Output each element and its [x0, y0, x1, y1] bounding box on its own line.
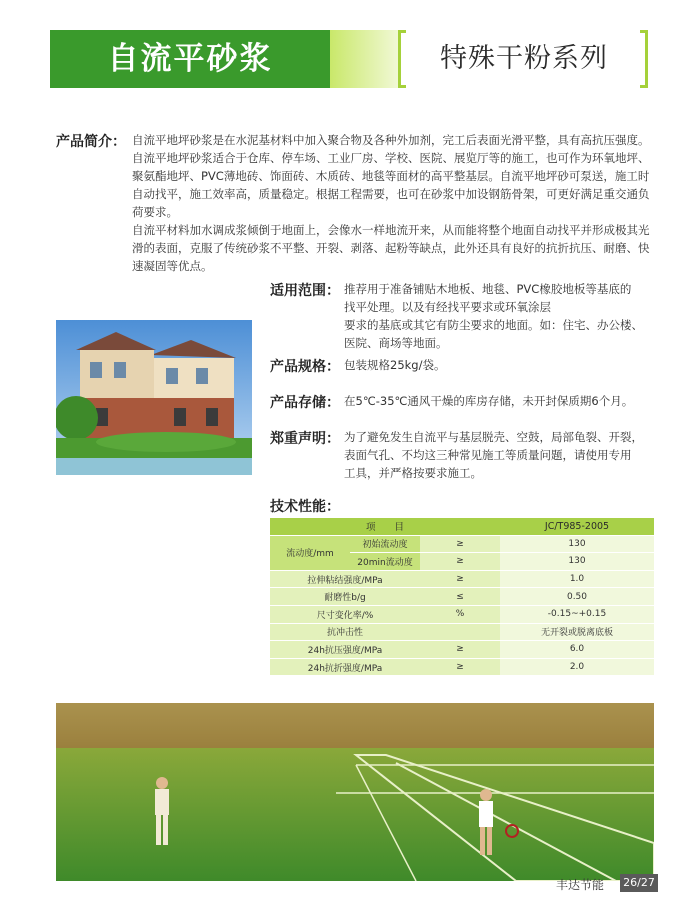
scope-line: 推荐用于准备铺贴木地板、地毯、PVC橡胶地板等基底的 [344, 282, 632, 296]
intro-text [132, 131, 652, 275]
series-subtitle: 特殊干粉系列 [440, 43, 608, 74]
row-value: 130 [500, 553, 654, 571]
row-name: 24h抗折强度/MPa [270, 658, 420, 676]
storage-label: 产品存储： [270, 395, 340, 411]
row-value: 6.0 [500, 641, 654, 659]
page-number: 26/27 [620, 874, 658, 892]
row-sym: ≥ [420, 535, 500, 553]
row-sym: ≥ [420, 553, 500, 571]
table-row [270, 605, 654, 623]
row-name: 耐磨性b/g [270, 588, 420, 606]
row-sym: ≥ [420, 658, 500, 676]
company-name: 丰达节能 [556, 878, 605, 892]
header-item: 项 目 [270, 518, 500, 535]
bracket-right [640, 30, 648, 88]
row-name: 尺寸变化率/% [270, 605, 420, 623]
intro-paragraph: 自流平材料加水调成浆倾倒于地面上，会像水一样地流开来，从而能将整个地面自动找平并形成极其光滑的表面，克服了传统砂浆不平整、开裂、剥落、起粉等缺点，此外还具有良好的抗折抗压、耐磨、快速凝固等优点。 [132, 223, 650, 273]
title-banner-fade [330, 30, 400, 88]
row-sym: ≤ [420, 588, 500, 606]
row-sym: ≥ [420, 570, 500, 588]
package-line: 包装规格25kg/袋。 [344, 358, 446, 372]
header-standard: JC/T985-2005 [500, 518, 654, 535]
table-row [270, 658, 654, 676]
page-title: 自流平砂浆 [107, 41, 273, 77]
row-sym [420, 623, 500, 641]
house-photo [56, 320, 252, 475]
storage-text [344, 392, 654, 410]
tech-label: 技术性能： [270, 499, 340, 515]
storage-line: 在5℃-35℃通风干燥的库房存储，未开封保质期6个月。 [344, 394, 634, 408]
bracket-left [398, 30, 406, 88]
notice-line: 为了避免发生自流平与基层脱壳、空鼓，局部龟裂、开裂， [344, 430, 643, 444]
scope-line: 找平处理。以及有经找平要求或环氧涂层 [344, 300, 551, 314]
intro-label: 产品简介： [56, 134, 126, 150]
row-value: 130 [500, 535, 654, 553]
notice-text [344, 428, 654, 482]
flow-group-cell: 流动度/mm [270, 535, 350, 570]
row-name: 抗冲击性 [270, 623, 420, 641]
table-row [270, 570, 654, 588]
sports-field-photo [56, 703, 654, 881]
row-value: 0.50 [500, 588, 654, 606]
scope-line: 医院、商场等地面。 [344, 336, 448, 350]
row-name: 20min流动度 [350, 553, 420, 571]
notice-line: 工具，并严格按要求施工。 [344, 466, 482, 480]
row-value: -0.15~+0.15 [500, 605, 654, 623]
scope-text [344, 280, 654, 352]
row-sym: ≥ [420, 641, 500, 659]
row-name: 拉伸粘结强度/MPa [270, 570, 420, 588]
row-sym: % [420, 605, 500, 623]
table-row [270, 641, 654, 659]
scope-line: 要求的基底或其它有防尘要求的地面。如：住宅、办公楼、 [344, 318, 643, 332]
table-row [270, 623, 654, 641]
tech-table [270, 518, 654, 676]
package-text [344, 356, 654, 374]
notice-line: 表面气孔、不均这三种常见施工等质量问题，请使用专用 [344, 448, 632, 462]
row-value: 无开裂或脱离底板 [500, 623, 654, 641]
table-row [270, 535, 654, 553]
package-label: 产品规格： [270, 359, 340, 375]
row-value: 1.0 [500, 570, 654, 588]
row-name: 初始流动度 [350, 535, 420, 553]
table-row [270, 588, 654, 606]
table-header-row [270, 518, 654, 535]
notice-label: 郑重声明： [270, 431, 340, 447]
row-name: 24h抗压强度/MPa [270, 641, 420, 659]
scope-label: 适用范围： [270, 283, 340, 299]
row-value: 2.0 [500, 658, 654, 676]
intro-paragraph: 自流平地坪砂浆是在水泥基材料中加入聚合物及各种外加剂，完工后表面光滑平整，具有高抗压强度。自流平地坪砂浆适合于仓库、停车场、工业厂房、学校、医院、展览厅等的施工，也可作为环氧地坪、聚氨酯地坪、PVC薄地砖、饰面砖、木质砖、地毯等面材的高平整基层。自流平地坪砂可泵送，施工时自动找平，施工效率高，质量稳定。根据工程需要，也可在砂浆中加设钢筋骨架，可更好满足重交通负荷要求。 [132, 133, 650, 219]
